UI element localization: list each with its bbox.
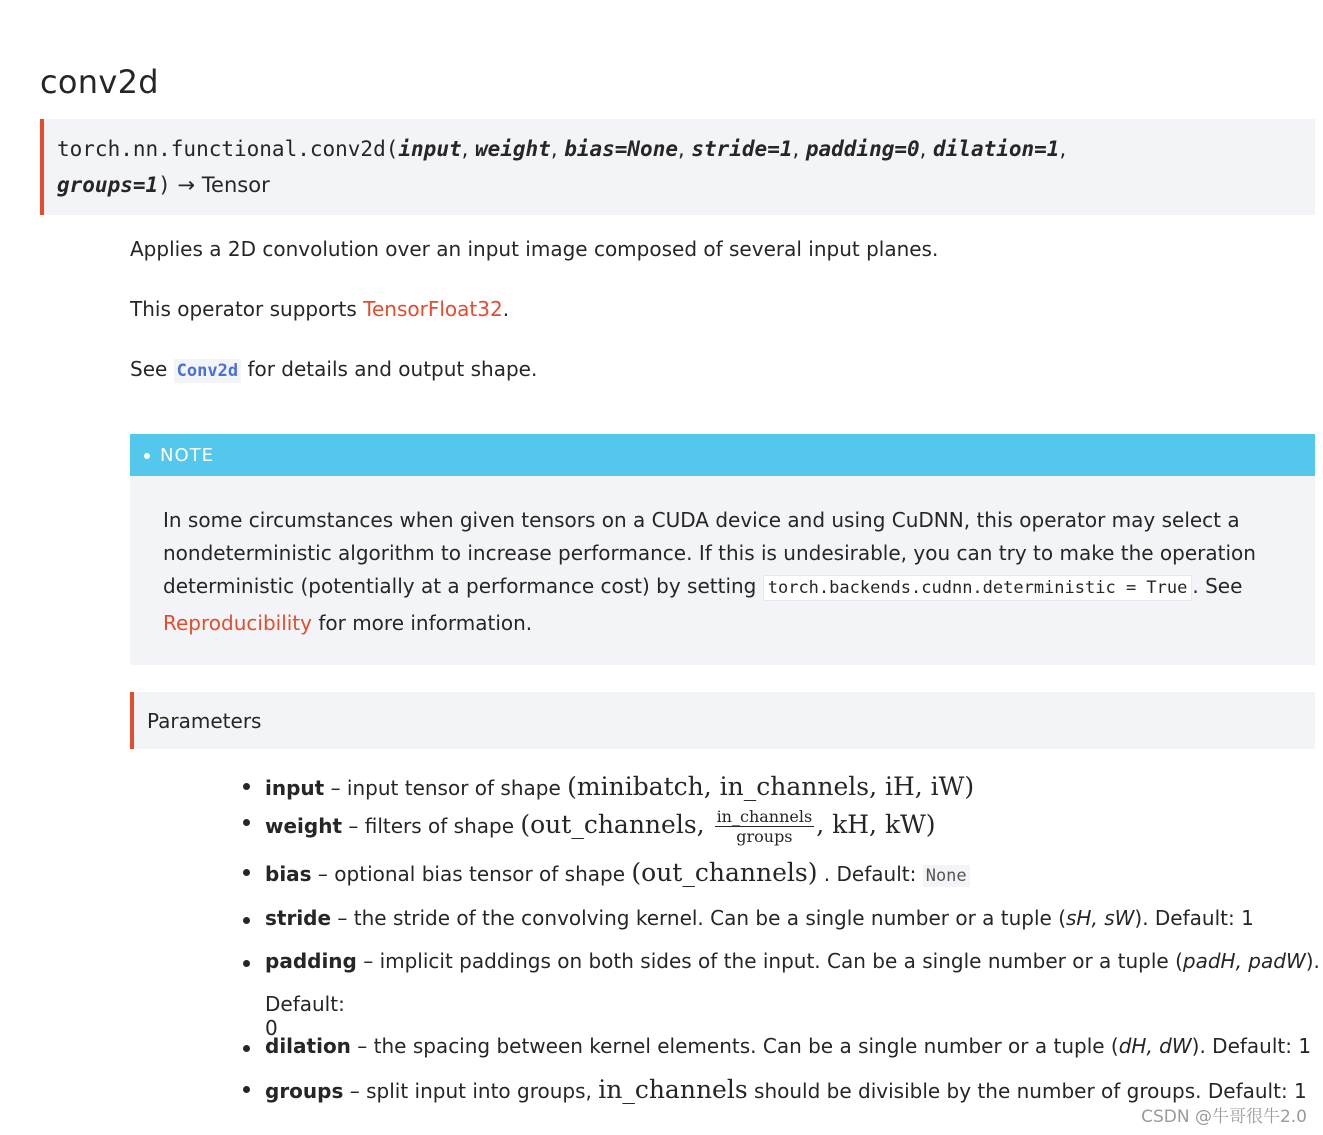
default-none-code: None: [923, 865, 970, 887]
function-signature: [40, 119, 1315, 215]
return-arrow: →: [177, 173, 196, 197]
param-name: dilation: [265, 1034, 351, 1058]
fraction-denominator: groups: [736, 827, 793, 846]
note-heading: NOTE: [160, 445, 215, 466]
arg-stride: stride=1: [691, 137, 793, 161]
fraction-numerator: in_channels: [716, 807, 813, 826]
close-paren: ): [158, 173, 171, 197]
param-after: ). Default: 1: [1134, 906, 1254, 930]
note-header: [130, 434, 1315, 476]
param-groups: [265, 1075, 1307, 1104]
param-weight: [265, 808, 936, 847]
param-math: (out_channels): [631, 858, 818, 887]
note-line-1: In some circumstances when given tensors on a CUDA device and using CuDNN, this operator may select a: [163, 508, 1240, 532]
return-type: Tensor: [201, 173, 270, 197]
note-line-4: [163, 607, 1285, 640]
param-desc: – implicit paddings on both sides of the input. Can be a single number or a tuple (: [356, 949, 1183, 973]
note-body: [130, 476, 1315, 665]
tf32-suffix: .: [502, 297, 510, 321]
arg-groups: groups=1: [57, 173, 159, 197]
param-after: ). Default: 1: [1191, 1034, 1312, 1058]
tf32-prefix: This operator supports: [130, 297, 364, 321]
param-name: padding: [265, 949, 357, 973]
param-name: input: [265, 776, 325, 800]
tensorfloat32-link[interactable]: TensorFloat32: [363, 297, 503, 321]
fraction: [715, 808, 815, 847]
param-desc: – the stride of the convolving kernel. Can be a single number or a tuple (: [331, 906, 1067, 930]
function-name: torch.nn.functional.conv2d: [57, 137, 386, 161]
arg-input: input: [398, 137, 462, 161]
param-tuple: sH, sW: [1066, 906, 1135, 930]
param-bias: [265, 858, 970, 887]
arg-dilation: dilation=1: [933, 137, 1060, 161]
param-input: [265, 772, 974, 801]
param-name: bias: [265, 862, 312, 886]
note-text4-suffix: for more information.: [311, 611, 533, 635]
bullet-icon: [144, 453, 150, 459]
conv2d-link[interactable]: Conv2d: [174, 359, 241, 383]
arg-padding: padding=0: [805, 137, 920, 161]
param-tuple: dH, dW: [1118, 1034, 1192, 1058]
signature-line-2: [57, 167, 1315, 203]
param-name: stride: [265, 906, 332, 930]
param-math-suffix: , kH, kW): [816, 810, 936, 839]
reproducibility-link[interactable]: Reproducibility: [163, 611, 312, 635]
page-title: conv2d: [40, 63, 159, 102]
param-name: groups: [265, 1079, 344, 1103]
arg-bias: bias=None: [564, 137, 678, 161]
description-line-2: [130, 297, 509, 321]
param-desc: – filters of shape: [342, 814, 521, 838]
watermark: CSDN @牛哥很牛2.0: [1141, 1107, 1307, 1127]
param-desc: – optional bias tensor of shape: [311, 862, 632, 886]
param-math: in_channels: [598, 1075, 748, 1104]
param-after: . Default:: [817, 862, 923, 886]
description-line-1: Applies a 2D convolution over an input image composed of several input planes.: [130, 237, 939, 261]
param-after: ).: [1305, 949, 1320, 973]
param-dilation: [265, 1034, 1311, 1058]
param-desc: – the spacing between kernel elements. Can be a single number or a tuple (: [350, 1034, 1119, 1058]
param-math-prefix: (out_channels,: [520, 810, 713, 839]
note-line-3: [163, 570, 1285, 605]
parameters-heading: Parameters: [130, 692, 1315, 749]
note-text3-suffix: . See: [1192, 574, 1243, 598]
param-after: should be divisible by the number of groups. Default: 1: [747, 1079, 1307, 1103]
param-name: weight: [265, 814, 343, 838]
see-suffix: for details and output shape.: [241, 357, 538, 381]
padding-default: Default: 0: [265, 992, 345, 1040]
note-line-2: nondeterministic algorithm to increase performance. If this is undesirable, you can try to make the operation: [163, 541, 1256, 565]
description-line-3: [130, 357, 537, 381]
open-paren: (: [385, 137, 399, 161]
param-padding: [265, 949, 1320, 973]
param-math: (minibatch, in_channels, iH, iW): [567, 772, 975, 801]
param-desc: – split input into groups,: [343, 1079, 599, 1103]
note-text3-prefix: deterministic (potentially at a performance cost) by setting: [163, 574, 763, 598]
param-tuple: padH, padW: [1182, 949, 1306, 973]
see-prefix: See: [130, 357, 174, 381]
deterministic-code: torch.backends.cudnn.deterministic = True: [763, 575, 1193, 601]
arg-weight: weight: [474, 137, 551, 161]
param-stride: [265, 906, 1254, 930]
param-desc: – input tensor of shape: [324, 776, 568, 800]
signature-line-1: torch.nn.functional.conv2d(input, weight, bias=None, stride=1, padding=0, dilation=1,: [57, 137, 1067, 161]
